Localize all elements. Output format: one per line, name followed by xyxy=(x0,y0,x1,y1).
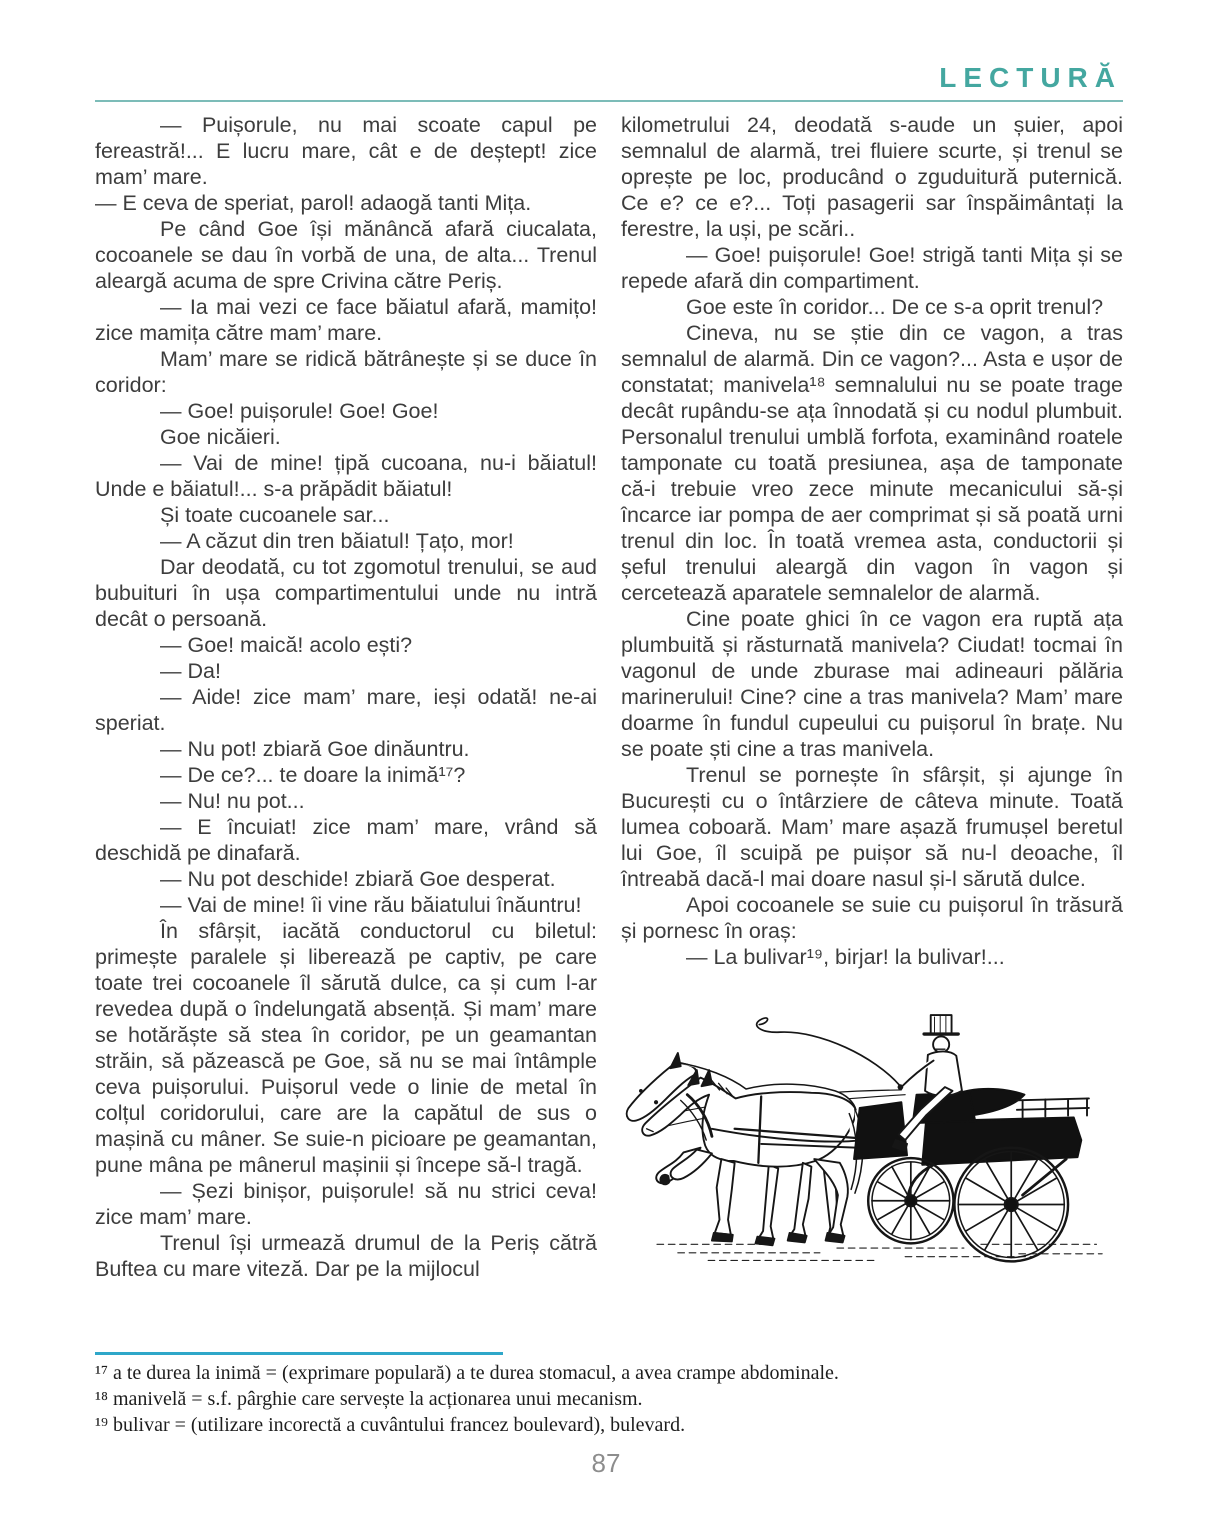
paragraph: Trenul își urmează drumul de la Periș cătră Buftea cu mare viteză. Dar pe la mijlocul xyxy=(95,1231,597,1281)
paragraph: Goe nicăieri. xyxy=(160,425,281,449)
paragraph: — A căzut din tren băiatul! Țațo, mor! xyxy=(160,529,514,553)
page-title: LECTURĂ xyxy=(939,62,1122,93)
paragraph: Dar deodată, cu tot zgomotul trenului, se aud bubuituri în ușa compartimentului unde nu intră decât o persoană. xyxy=(95,555,597,631)
carriage-illustration xyxy=(621,996,1123,1276)
column-right-text xyxy=(621,112,1123,970)
paragraph: — La bulivar¹⁹, birjar! la bulivar!... xyxy=(686,945,1005,969)
header-divider xyxy=(95,100,1123,102)
column-left-text xyxy=(95,112,597,1282)
paragraph: În sfârșit, iacătă conductorul cu biletul: primește paralele și liberează pe captiv, pe care toate trei cocoanele îl sărută dulce, ca și cum l-ar revedea după o îndelungată absență. Și mam’ mare se hotărăște să stea în coridor, pe un geamantan străin, să păzească pe Goe, să nu se mai întâmple ceva puișorului. Puișorul vede o linie de metal în colțul coridorului, care are la capătul de sus o mașină cu mâner. Se suie-n picioare pe geamantan, pune mâna pe mânerul mașinii și începe să-l tragă. xyxy=(95,919,597,1177)
paragraph: — Aide! zice mam’ mare, ieși odată! ne-ai speriat. xyxy=(95,685,597,735)
paragraph: Cine poate ghici în ce vagon era ruptă ața plumbuită și răsturnată manivela? Ciudat! tocmai în vagonul de unde zburase mai adineauri pălăria marinerului! Cine? cine a tras manivela? Mam’ mare doarme în fundul cupeului cu puișorul în brațe. Nu se poate ști cine a tras manivela. xyxy=(621,607,1123,761)
paragraph: Cineva, nu se știe din ce vagon, a tras semnalul de alarmă. Din ce vagon?... Asta e ușor de constatat; manivela¹⁸ semnalului nu se poate trage decât rupându-se ața înnodată și cu nodul plumbuit. Personalul trenului umblă forfota, examinând roatele tamponate cu toată presiunea, așa de tamponate că-i trebuie vreo zece minute mecanicului să-și încarce iar pompa de aer comprimat și să poată urni trenul din loc. În toată vremea asta, conductorii și șeful trenului aleargă din vagon în vagon și cercetează aparatele semnalelor de alarmă. xyxy=(621,321,1123,605)
footnote: ¹⁹ bulivar = (utilizare incorectă a cuvântului francez boulevard), bulevard. xyxy=(95,1414,686,1436)
paragraph: — Nu pot deschide! zbiară Goe desperat. xyxy=(160,867,556,891)
paragraph: Goe este în coridor... De ce s-a oprit trenul? xyxy=(686,295,1104,319)
horse-carriage-engraving-icon xyxy=(621,996,1123,1271)
paragraph: — Ia mai vezi ce face băiatul afară, mamițo! zice mamița către mam’ mare. xyxy=(95,295,597,345)
paragraph: — Goe! maică! acolo ești? xyxy=(160,633,413,657)
paragraph: — Goe! puișorule! Goe! Goe! xyxy=(160,399,439,423)
paragraph: — Puișorule, nu mai scoate capul pe fereastră!... E lucru mare, cât e de deștept! zice mam’ mare. xyxy=(95,113,597,189)
footnote: ¹⁸ manivelă = s.f. pârghie care servește la acționarea unui mecanism. xyxy=(95,1388,643,1410)
text-column-left xyxy=(95,112,597,1282)
footnotes-list xyxy=(95,1361,1125,1438)
paragraph: — Nu pot! zbiară Goe dinăuntru. xyxy=(160,737,470,761)
paragraph: Mam’ mare se ridică bătrânește și se duce în coridor: xyxy=(95,347,597,397)
paragraph: Și toate cucoanele sar... xyxy=(160,503,390,527)
paragraph: — E încuiat! zice mam’ mare, vrând să deschidă pe dinafară. xyxy=(95,815,597,865)
paragraph: — De ce?... te doare la inimă¹⁷? xyxy=(160,763,466,787)
paragraph: — Vai de mine! îi vine rău băiatului înăuntru! xyxy=(160,893,582,917)
paragraph: kilometrului 24, deodată s-aude un șuier, apoi semnalul de alarmă, trei fluiere scurte, și trenul se oprește pe loc, producând o zguduitură puternică. Ce e? ce e?... Toți pasagerii sar înspăimântați la ferestre, la uși, pe scări.. xyxy=(621,113,1123,241)
text-column-right xyxy=(621,112,1123,1282)
footnotes-divider xyxy=(95,1352,503,1355)
paragraph: Trenul se pornește în sfârșit, și ajunge în București cu o întârziere de câteva minute. Toată lumea coboară. Mam’ mare așază frumușel beretul lui Goe, îl scuipă pe puișor să nu-l deoache, îl întreabă dacă-l mai doare nasul și-l sărută dulce. xyxy=(621,763,1123,891)
paragraph: Pe când Goe își mănâncă afară ciucalata, cocoanele se dau în vorbă de una, de alta... Trenul aleargă acuma de spre Crivina către Periș. xyxy=(95,217,597,293)
paragraph: — Da! xyxy=(160,659,221,683)
paragraph: — E ceva de speriat, parol! adaogă tanti Mița. xyxy=(95,191,532,215)
paragraph: — Goe! puișorule! Goe! strigă tanti Mița și se repede afară din compartiment. xyxy=(621,243,1123,293)
footnotes-section xyxy=(95,1352,1125,1439)
page-number: 87 xyxy=(591,1448,621,1478)
paragraph: — Nu! nu pot... xyxy=(160,789,305,813)
paragraph: — Vai de mine! țipă cucoana, nu-i băiatul! Unde e băiatul!... s-a prăpădit băiatul! xyxy=(95,451,597,501)
paragraph: — Șezi binișor, puișorule! să nu strici ceva! zice mam’ mare. xyxy=(95,1179,597,1229)
footnote: ¹⁷ a te durea la inimă = (exprimare populară) a te durea stomacul, a avea crampe abdominale. xyxy=(95,1362,839,1384)
paragraph: Apoi cocoanele se suie cu puișorul în trăsură și pornesc în oraș: xyxy=(621,893,1123,943)
article-body xyxy=(95,112,1123,1282)
